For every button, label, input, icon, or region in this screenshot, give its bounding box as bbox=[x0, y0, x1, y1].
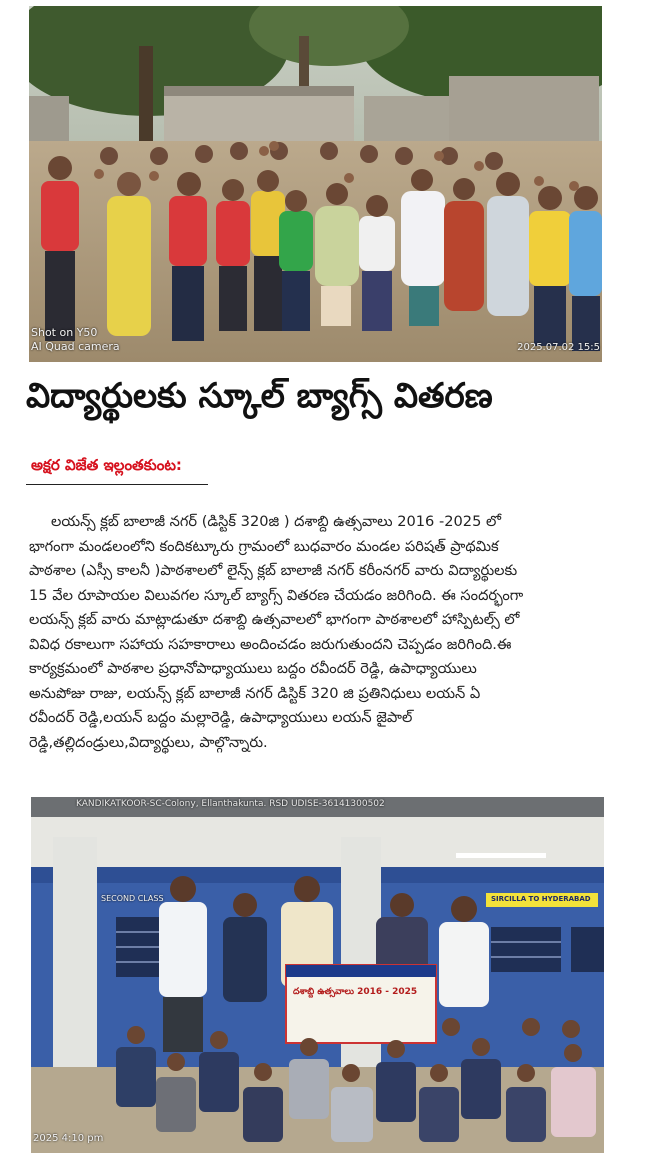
route-sign: SIRCILLA TO HYDERABAD bbox=[491, 895, 591, 903]
body-line: రవీందర్ రెడ్డి,లయన్ బద్దం మల్లారెడ్డి, ఉపాధ్యాయులు లయన్ జైపాల్ bbox=[29, 709, 413, 726]
body-line: వివిధ రకాలుగా సహాయ సహకారాలు అందించడం జరుగుతుందని చెప్పడం జరిగింది.ఈ bbox=[29, 635, 512, 653]
bottom-photo-bag-distribution bbox=[31, 797, 604, 1153]
group-photo-students-image bbox=[29, 6, 602, 362]
body-line: పాఠశాల (ఎస్సీ కాలనీ )పాఠశాలలో లైన్స్ క్లబ్ బాలాజీ నగర్ కరీంనగర్ వారు విద్యార్థులకు bbox=[29, 562, 518, 579]
article-body bbox=[29, 510, 607, 755]
date-stamp-bottom: 2025 4:10 pm bbox=[33, 1133, 104, 1144]
body-line: అనుపోజు రాజు, లయన్స్ క్లబ్ బాలాజీ నగర్ డిస్టిక్ 320 జి ప్రతినిధులు లయన్ ఏ bbox=[29, 684, 481, 702]
body-line: కార్యక్రమంలో పాఠశాల ప్రధానోపాధ్యాయులు బద్దం రవీందర్ రెడ్డి, ఉపాధ్యాయులు bbox=[29, 660, 477, 677]
body-line: 15 వేల రూపాయల విలువగల స్కూల్ బ్యాగ్స్ వితరణ చేయడం జరిగింది. ఈ సందర్భంగా bbox=[29, 586, 524, 604]
article-byline: అక్షర విజేత ఇల్లంతకుంట: bbox=[31, 456, 182, 474]
camera-stamp-line2: AI Quad camera bbox=[31, 340, 120, 353]
body-line: భాగంగా మండలంలోని కందికట్కూరు గ్రామంలో బుధవారం మండల పరిషత్ ప్రాథమిక bbox=[29, 537, 499, 555]
byline-underline bbox=[26, 484, 208, 485]
camera-stamp-line1: Shot on Y50 bbox=[31, 326, 98, 339]
school-board-text: KANDIKATKOOR-SC-Colony, Ellanthakunta. RSD UDISE-36141300502 bbox=[76, 799, 385, 809]
top-photo-students-group bbox=[29, 6, 602, 362]
banner-text: దశాబ్ది ఉత్సవాలు 2016 - 2025 bbox=[293, 987, 418, 997]
article-headline: విద్యార్థులకు స్కూల్ బ్యాగ్స్ వితరణ bbox=[26, 376, 493, 416]
date-stamp-top: 2025.07.02 15:5 bbox=[517, 342, 600, 353]
body-line: రెడ్డి,తల్లిదండ్రులు,విద్యార్థులు, పాల్గొన్నారు. bbox=[29, 733, 268, 751]
bag-distribution-image bbox=[31, 797, 604, 1153]
body-line: లయన్స్ క్లబ్ వారు మాట్లాడుతూ దశాబ్ది ఉత్సవాలలో భాగంగా పాఠశాలలో హాస్పిటల్స్ లో bbox=[29, 611, 520, 628]
class-sign: SECOND CLASS bbox=[101, 894, 164, 903]
body-line: లయన్స్ క్లబ్ బాలాజీ నగర్ (డిస్టిక్ 320జి ) దశాబ్ది ఉత్సవాలు 2016 -2025 లో bbox=[51, 513, 502, 530]
